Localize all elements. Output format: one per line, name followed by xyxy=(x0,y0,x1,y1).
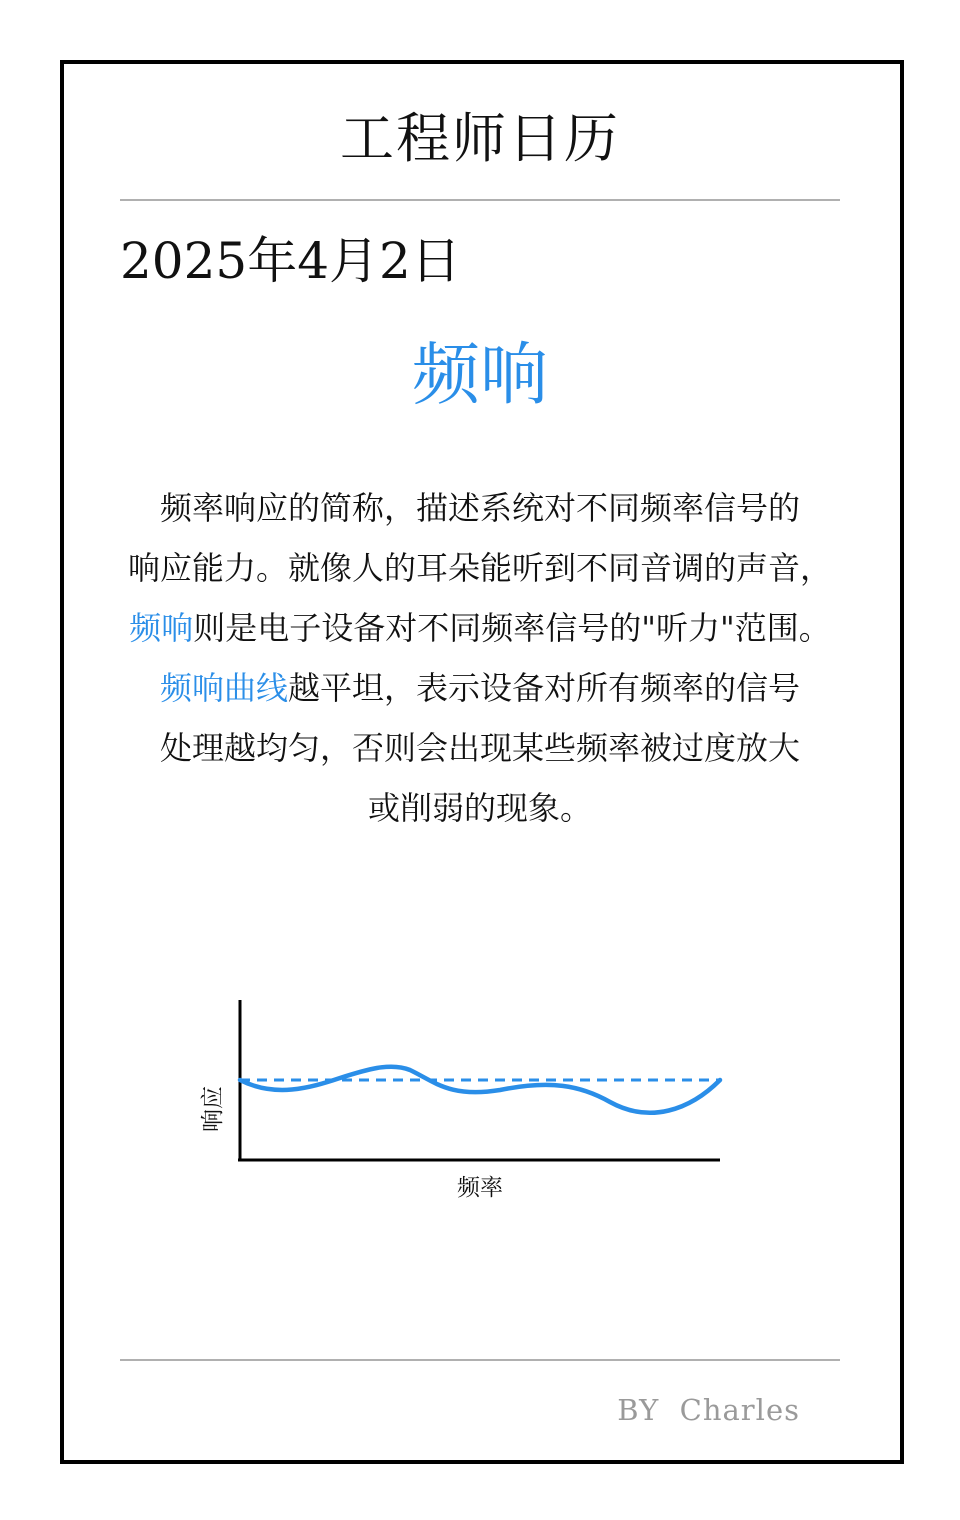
highlight-term: 频响曲线 xyxy=(159,669,288,707)
x-axis-label: 频率 xyxy=(457,1175,503,1201)
page-title: 工程师日历 xyxy=(340,107,620,170)
description-line-1: 频率响应的简称，描述系统对不同频率信号的 xyxy=(159,489,800,527)
term-heading: 频响 xyxy=(411,336,548,415)
calendar-date: 2025年4月2日 xyxy=(120,232,461,290)
author-credit: BY Charles xyxy=(617,1393,800,1427)
response-curve xyxy=(240,1067,720,1113)
description-text: 越平坦，表示设备对所有频率的信号 xyxy=(288,669,801,707)
description-line-5: 处理越均匀，否则会出现某些频率被过度放大 xyxy=(159,729,800,767)
description-line-6: 或削弱的现象。 xyxy=(367,789,592,827)
highlight-term: 频响 xyxy=(129,609,194,647)
description-line-2: 响应能力。就像人的耳朵能听到不同音调的声音， xyxy=(127,549,832,587)
description-line-4 xyxy=(0,668,960,708)
description-text: 则是电子设备对不同频率信号的"听力"范围。 xyxy=(193,609,831,647)
description-line-3 xyxy=(0,608,960,648)
y-axis-label: 响应 xyxy=(200,1086,226,1132)
bottom-divider xyxy=(120,1359,840,1361)
top-divider xyxy=(120,199,840,201)
